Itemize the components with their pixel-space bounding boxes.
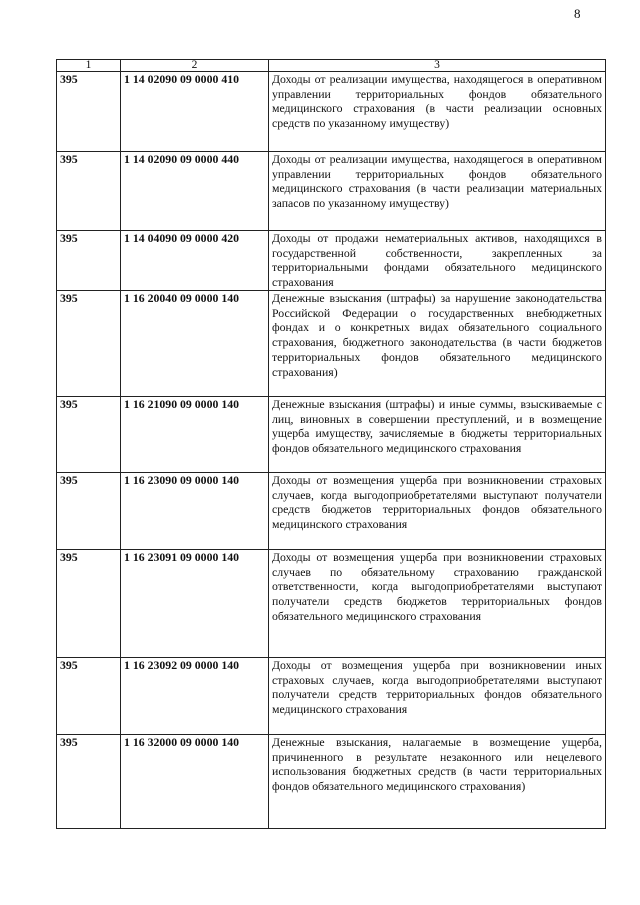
table-row [57, 397, 606, 473]
admin-code-cell: 395 [57, 658, 121, 735]
table-row [57, 72, 606, 152]
table-row [57, 658, 606, 735]
budget-code-cell: 1 16 23092 09 0000 140 [121, 658, 269, 735]
budget-code-cell: 1 16 23091 09 0000 140 [121, 550, 269, 658]
budget-code-cell: 1 14 04090 09 0000 420 [121, 231, 269, 291]
budget-code-cell: 1 16 32000 09 0000 140 [121, 735, 269, 829]
revenue-name-cell: Доходы от реализации имущества, находящегося в оперативном управлении территориальных фондов обязательного медицинского страхования (в части реализации материальных запасов по указанному имуществу) [269, 152, 606, 231]
admin-code-cell: 395 [57, 152, 121, 231]
table-row [57, 291, 606, 397]
admin-code-cell: 395 [57, 72, 121, 152]
table-row [57, 152, 606, 231]
budget-code-cell: 1 14 02090 09 0000 440 [121, 152, 269, 231]
budget-code-cell: 1 16 23090 09 0000 140 [121, 473, 269, 550]
revenue-name-cell: Доходы от возмещения ущерба при возникновении иных страховых случаев, когда выгодоприобретателями выступают получатели средств территориальных фондов обязательного медицинского страхования [269, 658, 606, 735]
budget-code-cell: 1 16 21090 09 0000 140 [121, 397, 269, 473]
admin-code-cell: 395 [57, 735, 121, 829]
revenue-name-cell: Доходы от возмещения ущерба при возникновении страховых случаев по обязательному страхованию гражданской ответственности, когда выгодоприобретателями выступают получатели средств бюджетов территориальных фондов обязательного медицинского страхования [269, 550, 606, 658]
table-header-row [57, 60, 606, 72]
revenue-name-cell: Денежные взыскания, налагаемые в возмещение ущерба, причиненного в результате незаконного или нецелевого использования бюджетных средств (в части территориальных фондов обязательного медицинского страхования) [269, 735, 606, 829]
admin-code-cell: 395 [57, 397, 121, 473]
table-row [57, 473, 606, 550]
table-row [57, 550, 606, 658]
table-row [57, 231, 606, 291]
revenue-name-cell: Денежные взыскания (штрафы) и иные суммы, взыскиваемые с лиц, виновных в совершении преступлений, и в возмещение ущерба имуществу, зачисляемые в бюджеты территориальных фондов обязательного медицинского страхования [269, 397, 606, 473]
header-col-2: 2 [121, 60, 269, 72]
header-col-1: 1 [57, 60, 121, 72]
revenue-name-cell: Денежные взыскания (штрафы) за нарушение законодательства Российской Федерации о государственных внебюджетных фондах и о конкретных видах обязательного социального страхования, бюджетного законодательства (в части бюджетов территориальных фондов обязательного медицинского страхования) [269, 291, 606, 397]
admin-code-cell: 395 [57, 231, 121, 291]
revenue-name-cell: Доходы от реализации имущества, находящегося в оперативном управлении территориальных фондов обязательного медицинского страхования (в части реализации основных средств по указанному имуществу) [269, 72, 606, 152]
admin-code-cell: 395 [57, 291, 121, 397]
budget-code-cell: 1 16 20040 09 0000 140 [121, 291, 269, 397]
revenue-name-cell: Доходы от возмещения ущерба при возникновении страховых случаев, когда выгодоприобретателями выступают получатели средств бюджетов территориальных фондов обязательного медицинского страхования [269, 473, 606, 550]
budget-codes-table [56, 59, 606, 829]
table-row [57, 735, 606, 829]
header-col-3: 3 [269, 60, 606, 72]
revenue-name-cell: Доходы от продажи нематериальных активов, находящихся в государственной собственности, закрепленных за территориальными фондами обязательного медицинского страхования [269, 231, 606, 291]
budget-code-cell: 1 14 02090 09 0000 410 [121, 72, 269, 152]
page-number: 8 [574, 6, 581, 21]
admin-code-cell: 395 [57, 473, 121, 550]
admin-code-cell: 395 [57, 550, 121, 658]
